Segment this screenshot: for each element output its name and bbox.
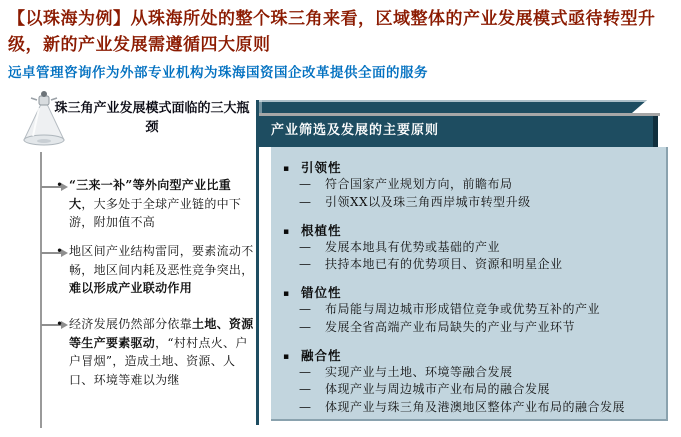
section-item: — 体现产业与周边城市产业布局的融合发展 — [283, 381, 658, 399]
bullet-icon: • — [56, 317, 64, 331]
left-panel-connector-line — [40, 152, 42, 428]
principle-section-3 — [283, 283, 658, 337]
dash-icon: — — [299, 177, 312, 191]
left-panel-heading: 珠三角产业发展模式面临的三大瓶颈 — [54, 101, 250, 135]
principle-section-2 — [283, 221, 658, 275]
section-title: ▪ 错位性 — [283, 285, 342, 300]
section-title: ▪ 引领性 — [283, 160, 342, 175]
principle-section-1 — [283, 158, 658, 212]
right-panel-left-bar — [256, 100, 259, 425]
left-bullet-1: • “三来一补”等外向型产业比重大，大多处于全球产业链的中下游，附加值不高 — [56, 176, 254, 232]
bullet-icon: • — [56, 244, 64, 258]
dash-icon: — — [299, 319, 312, 334]
section-item: — 布局能与周边城市形成错位竞争或优势互补的产业 — [283, 301, 658, 319]
principle-section-4 — [283, 346, 658, 417]
section-title: ▪ 融合性 — [283, 347, 342, 363]
page-subtitle: 远卓管理咨询作为外部专业机构为珠海国资国企改革提供全面的服务 — [8, 65, 428, 81]
dash-icon: — — [299, 364, 312, 379]
square-bullet-icon: ▪ — [283, 351, 291, 362]
section-title: ▪ 根植性 — [283, 222, 342, 238]
square-bullet-icon: ▪ — [283, 226, 291, 237]
bullet-icon: • — [56, 178, 64, 192]
section-item: — 引领XX以及珠三角西岸城市转型升级 — [283, 194, 658, 212]
page-title: 【以珠海为例】从珠海所处的整个珠三角来看，区域整体的产业发展模式亟待转型升级，新的产业发展需遵循四大原则 — [8, 9, 656, 56]
section-item: — 符合国家产业规划方向，前瞻布局 — [283, 176, 658, 194]
dash-icon: — — [299, 194, 312, 209]
section-item: — 扶持本地已有的优势项目、资源和明星企业 — [283, 256, 658, 274]
left-bullet-2: • 地区间产业结构雷同，要素流动不畅，地区间内耗及恶性竞争突出，难以形成产业联动作用 — [56, 242, 254, 298]
dash-icon: — — [299, 239, 312, 254]
dash-icon: — — [299, 400, 312, 414]
dash-icon: — — [299, 382, 312, 397]
left-bullet-3: • 经济发展仍然部分依靠土地、资源等生产要素驱动，“村村点火、户户冒烟”，造成土地、资源、人口、环境等难以为继 — [56, 315, 254, 389]
square-bullet-icon: ▪ — [283, 289, 291, 299]
section-item: — 体现产业与珠三角及港澳地区整体产业布局的融合发展 — [283, 399, 658, 417]
section-item: — 实现产业与土地、环境等融合发展 — [283, 364, 658, 382]
right-panel-header: 产业筛选及发展的主要原则 — [259, 116, 658, 147]
right-panel-top-banner — [259, 100, 647, 113]
dash-icon: — — [299, 257, 312, 272]
section-item: — 发展全省高端产业布局缺失的产业与产业环节 — [283, 319, 658, 337]
dash-icon: — — [299, 302, 312, 316]
section-item: — 发展本地具有优势或基础的产业 — [283, 239, 658, 257]
square-bullet-icon: ▪ — [283, 164, 291, 174]
right-panel-body — [271, 147, 668, 421]
